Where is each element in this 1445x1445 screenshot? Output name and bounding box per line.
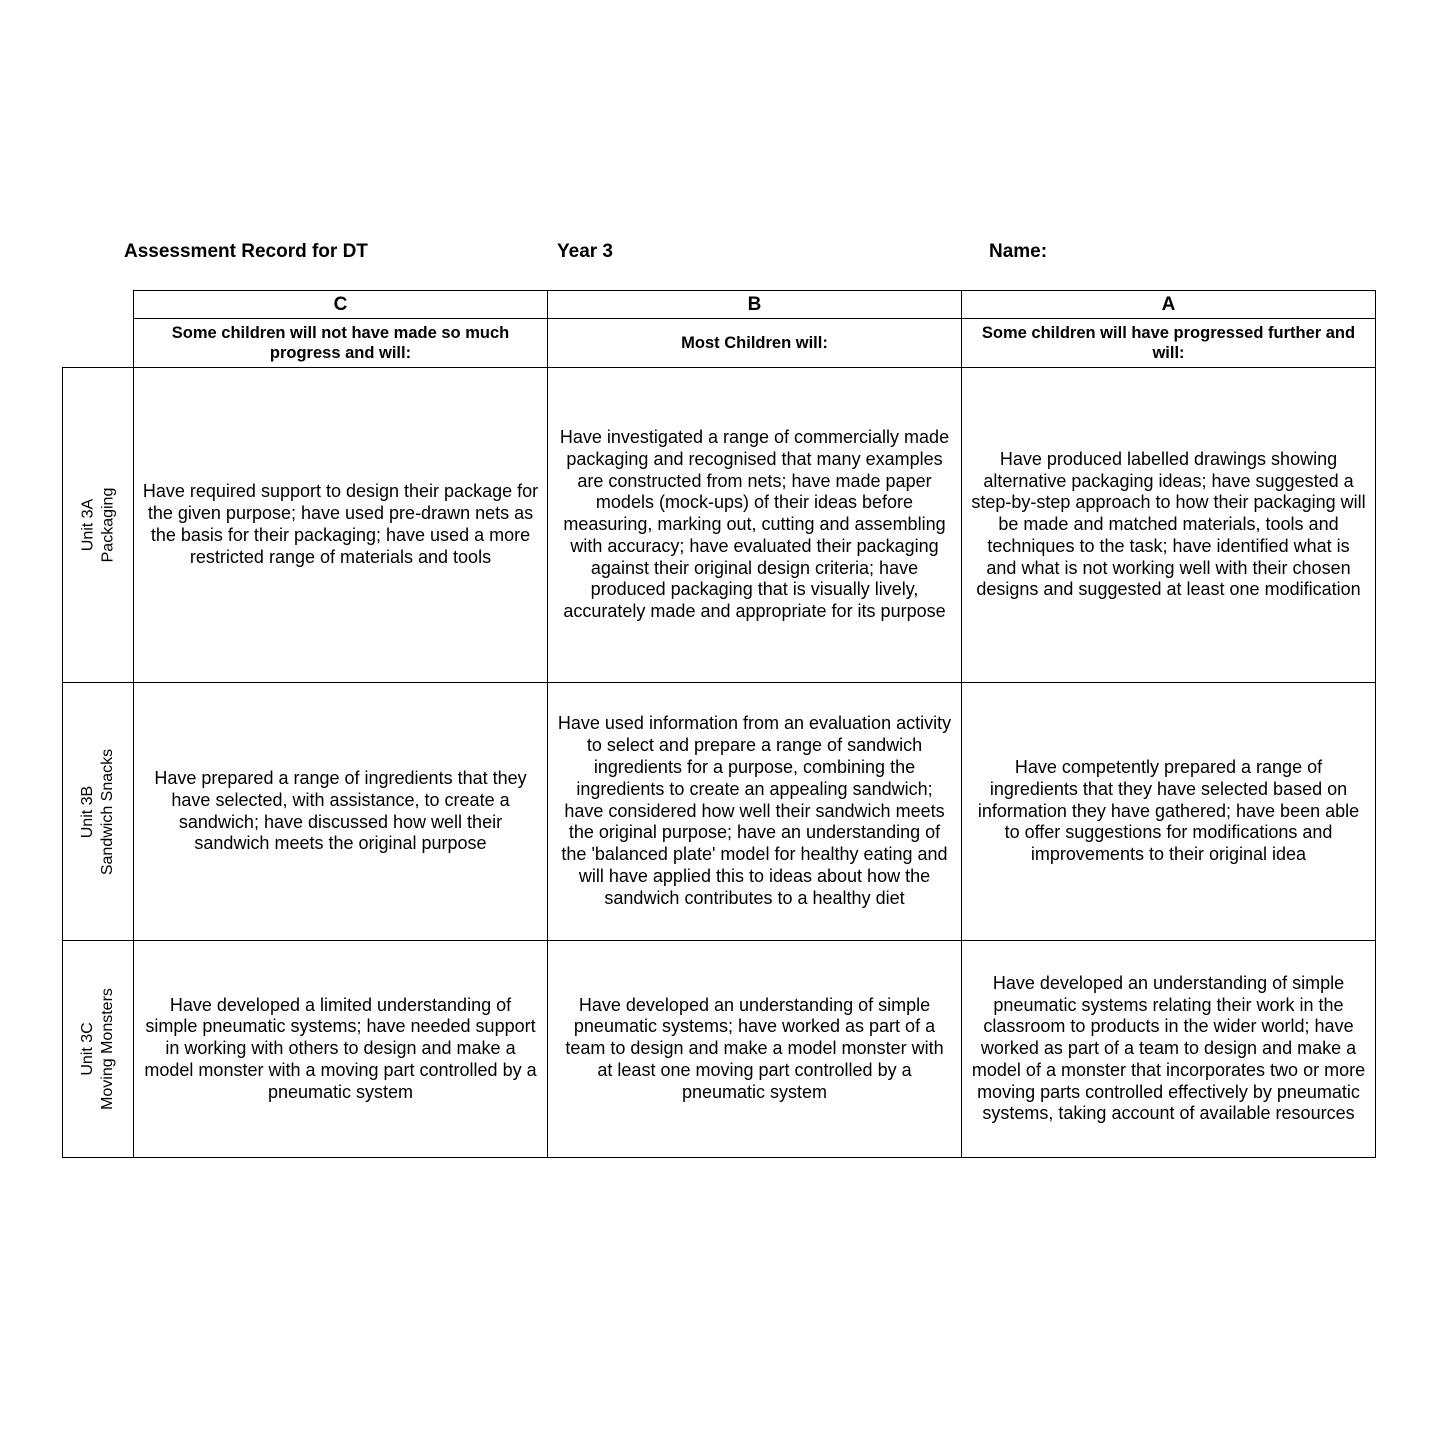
table-cell: Have prepared a range of ingredients that they have selected, with assistance, to create a sandwich; have discussed how well their sandwich meets the original purpose bbox=[133, 682, 548, 941]
table-cell: Have developed an understanding of simple pneumatic systems relating their work in the classroom to products in the wider world; have worked as part of a team to design and make a model of a monster that incorporates two or more moving parts controlled effectively by pneumatic systems, taking account of available resources bbox=[961, 940, 1376, 1158]
name-label: Name: bbox=[989, 241, 1048, 262]
table-cell: Have developed a limited understanding of simple pneumatic systems; have needed support in working with others to design and make a model monster with a moving part controlled by a pneumatic system bbox=[133, 940, 548, 1158]
unit-code: Unit 3A bbox=[79, 498, 96, 552]
unit-code: Unit 3C bbox=[79, 1022, 97, 1076]
unit-label-text bbox=[78, 988, 118, 1110]
unit-label-text bbox=[78, 748, 118, 874]
unit-label-3a bbox=[62, 367, 134, 683]
grade-header-c: C bbox=[133, 290, 548, 319]
grade-header-a: A bbox=[961, 290, 1376, 319]
year-label: Year 3 bbox=[557, 241, 613, 262]
table-cell: Have required support to design their package for the given purpose; have used pre-drawn nets as the basis for their packaging; have used a more restricted range of materials and tools bbox=[133, 367, 548, 683]
grade-description-b: Most Children will: bbox=[547, 318, 962, 368]
unit-label-text bbox=[78, 488, 118, 563]
table-cell: Have investigated a range of commercially made packaging and recognised that many examples are constructed from nets; have made paper models (mock-ups) of their ideas before measuring, marking out, cutting and assembling with accuracy; have evaluated their packaging against their original design criteria; have produced packaging that is visually lively, accurately made and appropriate for its purpose bbox=[547, 367, 962, 683]
unit-name: Packaging bbox=[99, 487, 116, 563]
unit-code: Unit 3B bbox=[79, 785, 97, 838]
unit-label-3b bbox=[62, 682, 134, 941]
grade-description-c: Some children will not have made so much progress and will: bbox=[133, 318, 548, 368]
unit-label-3c bbox=[62, 940, 134, 1158]
table-cell: Have used information from an evaluation activity to select and prepare a range of sandwich ingredients for a purpose, combining the ingredients to create an appealing sandwich; have considered how well their sandwich meets the original purpose; have an understanding of the 'balanced plate' model for healthy eating and will have applied this to ideas about how the sandwich contributes to a healthy diet bbox=[547, 682, 962, 941]
grade-header-b: B bbox=[547, 290, 962, 319]
grade-description-a: Some children will have progressed further and will: bbox=[961, 318, 1376, 368]
table-cell: Have competently prepared a range of ingredients that they have selected based on information they have gathered; have been able to offer suggestions for modifications and improvements to their original idea bbox=[961, 682, 1376, 941]
document-title: Assessment Record for DT bbox=[124, 241, 368, 262]
unit-name: Sandwich Snacks bbox=[99, 748, 117, 875]
table-cell: Have produced labelled drawings showing alternative packaging ideas; have suggested a step-by-step approach to how their packaging will be made and matched materials, tools and techniques to the task; have identified what is and what is not working well with their chosen designs and suggested at least one modification bbox=[961, 367, 1376, 683]
unit-name: Moving Monsters bbox=[99, 988, 117, 1110]
table-cell: Have developed an understanding of simple pneumatic systems; have worked as part of a team to design and make a model monster with at least one moving part controlled by a pneumatic system bbox=[547, 940, 962, 1158]
